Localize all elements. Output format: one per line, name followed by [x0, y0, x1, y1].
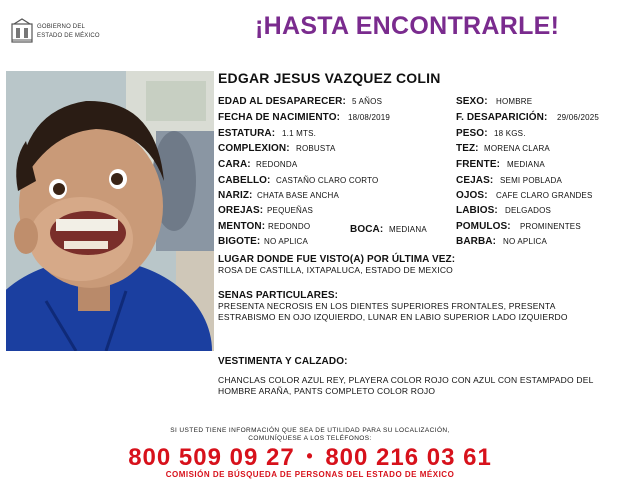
nariz-label: NARIZ:: [218, 190, 253, 201]
labios-label: LABIOS:: [456, 205, 498, 216]
nacimiento-value: 18/08/2019: [348, 113, 391, 122]
sexo-label: SEXO:: [456, 96, 488, 107]
frente-label: FRENTE:: [456, 159, 501, 170]
phone-numbers: [0, 444, 620, 472]
complexion-label: COMPLEXION:: [218, 143, 290, 154]
phone-separator: •: [306, 446, 314, 466]
footer-info-line-2: COMUNÍQUESE A LOS TELÉFONOS:: [248, 435, 372, 442]
nariz-value: CHATA BASE ANCHA: [257, 191, 340, 200]
senas-label: SENAS PARTICULARES:: [218, 290, 339, 301]
estatura-value: 1.1 MTS.: [282, 129, 317, 138]
vestimenta-label: VESTIMENTA Y CALZADO:: [218, 356, 348, 367]
cejas-label: CEJAS:: [456, 175, 494, 186]
phone-number-1[interactable]: 800 509 09 27: [128, 444, 295, 471]
cabello-label: CABELLO:: [218, 175, 271, 186]
boca-label: BOCA:: [350, 224, 384, 235]
bigote-label: BIGOTE:: [218, 236, 261, 247]
comision-name: COMISIÓN DE BÚSQUEDA DE PERSONAS DEL ESTADO DE MÉXICO: [165, 470, 455, 479]
vestimenta-line-2: HOMBRE ARAÑA, PANTS COMPLETO COLOR ROJO: [218, 386, 436, 396]
estatura-label: ESTATURA:: [218, 128, 276, 139]
menton-label: MENTON:: [218, 221, 266, 232]
senas-line-2: ESTRABISMO EN OJO IZQUIERDO, LUNAR EN LABIO SUPERIOR LADO IZQUIERDO: [218, 312, 568, 322]
state-emblem-icon: [10, 18, 34, 44]
edad-value: 5 AÑOS: [352, 97, 383, 106]
pomulos-label: POMULOS:: [456, 221, 511, 232]
logo-text-estado: ESTADO DE MÉXICO: [37, 33, 100, 39]
peso-value: 18 KGS.: [494, 129, 526, 138]
lugar-label: LUGAR DONDE FUE VISTO(A) POR ÚLTIMA VEZ:: [218, 254, 456, 265]
complexion-value: ROBUSTA: [296, 144, 336, 153]
orejas-label: OREJAS:: [218, 205, 264, 216]
vestimenta-line-1: CHANCLAS COLOR AZUL REY, PLAYERA COLOR ROJO CON AZUL CON ESTAMPADO DEL: [218, 375, 594, 385]
bigote-value: NO APLICA: [264, 237, 309, 246]
pomulos-value: PROMINENTES: [520, 222, 581, 231]
boca-value: MEDIANA: [389, 225, 427, 234]
person-name: EDGAR JESUS VAZQUEZ COLIN: [218, 70, 441, 86]
nacimiento-label: FECHA DE NACIMIENTO:: [218, 112, 340, 123]
barba-value: NO APLICA: [503, 237, 548, 246]
sexo-value: HOMBRE: [496, 97, 533, 106]
ojos-label: OJOS:: [456, 190, 488, 201]
orejas-value: PEQUEÑAS: [267, 206, 314, 215]
senas-line-1: PRESENTA NECROSIS EN LOS DIENTES SUPERIORES FRONTALES, PRESENTA: [218, 301, 556, 311]
cejas-value: SEMI POBLADA: [500, 176, 562, 185]
peso-label: PESO:: [456, 128, 488, 139]
cara-label: CARA:: [218, 159, 251, 170]
frente-value: MEDIANA: [507, 160, 545, 169]
edad-label: EDAD AL DESAPARECER:: [218, 96, 346, 107]
missing-person-photo: [6, 71, 214, 351]
cara-value: REDONDA: [256, 160, 298, 169]
tez-label: TEZ:: [456, 143, 479, 154]
phone-number-2[interactable]: 800 216 03 61: [325, 444, 492, 471]
cabello-value: CASTAÑO CLARO CORTO: [276, 176, 379, 185]
ojos-value: CAFE CLARO GRANDES: [496, 191, 593, 200]
desaparicion-value: 29/06/2025: [557, 113, 600, 122]
lugar-value: ROSA DE CASTILLA, IXTAPALUCA, ESTADO DE MEXICO: [218, 265, 453, 275]
logo-text-gobierno: GOBIERNO DEL: [37, 24, 86, 30]
footer-info-line-1: SI USTED TIENE INFORMACIÓN QUE SEA DE UTILIDAD PARA SU LOCALIZACIÓN,: [170, 427, 450, 434]
desaparicion-label: F. DESAPARICIÓN:: [456, 112, 548, 123]
menton-value: REDONDO: [268, 222, 311, 231]
headline: ¡HASTA ENCONTRARLE!: [255, 12, 560, 40]
labios-value: DELGADOS: [505, 206, 552, 215]
tez-value: MORENA CLARA: [484, 144, 550, 153]
barba-label: BARBA:: [456, 236, 497, 247]
